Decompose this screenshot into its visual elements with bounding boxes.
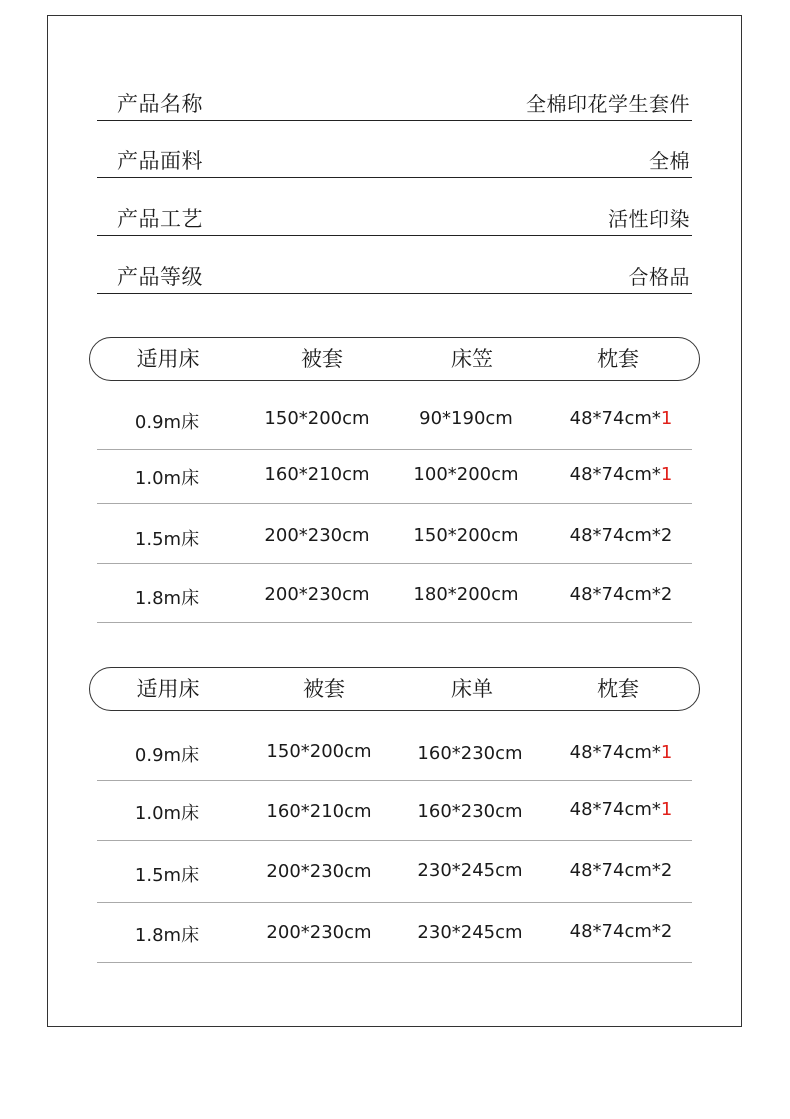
- spec-value: 活性印染: [608, 207, 690, 231]
- cell-duvet: 150*200cm: [264, 408, 370, 429]
- cell-duvet: 160*210cm: [264, 464, 370, 485]
- pillow-size: 48*74cm*: [569, 799, 661, 820]
- cell-sheet: 160*230cm: [417, 801, 523, 822]
- pillow-qty: 1: [660, 408, 673, 429]
- pillow-qty: 1: [660, 742, 673, 763]
- header-duvet: 被套: [303, 677, 345, 701]
- cell-bed: 1.5m床: [134, 865, 200, 886]
- cell-bed: 1.0m床: [134, 468, 200, 489]
- table1-header: [89, 337, 700, 381]
- spec-row-fabric: [97, 147, 692, 178]
- pillow-size: 48*74cm*: [569, 525, 661, 546]
- cell-pillow: [541, 799, 701, 820]
- cell-bed: 1.5m床: [134, 529, 200, 550]
- cell-sheet: 180*200cm: [413, 584, 519, 605]
- table-row: [97, 564, 692, 623]
- cell-pillow: [541, 464, 701, 485]
- spec-row-name: [97, 90, 692, 121]
- cell-bed: 1.0m床: [134, 803, 200, 824]
- cell-pillow: [541, 921, 701, 942]
- spec-value: 全棉: [649, 149, 690, 173]
- header-duvet: 被套: [301, 347, 343, 371]
- cell-duvet: 200*230cm: [264, 525, 370, 546]
- spec-label: 产品面料: [117, 149, 203, 173]
- cell-pillow: [541, 584, 701, 605]
- pillow-qty: 2: [660, 860, 673, 881]
- spec-label: 产品工艺: [117, 207, 203, 231]
- pillow-qty: 2: [660, 584, 673, 605]
- header-pillowcase: 枕套: [597, 677, 639, 701]
- cell-duvet: 160*210cm: [266, 801, 372, 822]
- cell-bed: 1.8m床: [134, 588, 200, 609]
- cell-pillow: [541, 408, 701, 429]
- cell-sheet: 230*245cm: [417, 860, 523, 881]
- cell-duvet: 200*230cm: [266, 922, 372, 943]
- table2-header: [89, 667, 700, 711]
- pillow-size: 48*74cm*: [569, 742, 661, 763]
- table-row: [97, 781, 692, 841]
- cell-duvet: 200*230cm: [264, 584, 370, 605]
- table-row: [97, 392, 692, 450]
- cell-sheet: 100*200cm: [413, 464, 519, 485]
- cell-pillow: [541, 742, 701, 763]
- spec-value: 全棉印花学生套件: [526, 92, 690, 116]
- cell-sheet: 150*200cm: [413, 525, 519, 546]
- spec-label: 产品名称: [117, 92, 203, 116]
- spec-row-grade: [97, 263, 692, 294]
- pillow-qty: 1: [660, 464, 673, 485]
- spec-value: 合格品: [628, 265, 690, 289]
- pillow-qty: 2: [660, 921, 673, 942]
- cell-sheet: 160*230cm: [417, 743, 523, 764]
- pillow-size: 48*74cm*: [569, 464, 661, 485]
- table-row: [97, 504, 692, 564]
- pillow-size: 48*74cm*: [569, 921, 661, 942]
- table-row: [97, 841, 692, 903]
- pillow-qty: 2: [660, 525, 673, 546]
- header-flat-sheet: 床单: [451, 677, 493, 701]
- cell-pillow: [541, 860, 701, 881]
- pillow-size: 48*74cm*: [569, 584, 661, 605]
- table-row: [97, 903, 692, 963]
- pillow-size: 48*74cm*: [569, 408, 661, 429]
- cell-bed: 1.8m床: [134, 925, 200, 946]
- cell-bed: 0.9m床: [134, 745, 200, 766]
- table-row: [97, 722, 692, 781]
- spec-row-process: [97, 205, 692, 236]
- pillow-size: 48*74cm*: [569, 860, 661, 881]
- header-bed: 适用床: [136, 347, 200, 371]
- header-fitted-sheet: 床笠: [451, 347, 493, 371]
- cell-bed: 0.9m床: [134, 412, 200, 433]
- header-pillowcase: 枕套: [597, 347, 639, 371]
- cell-sheet: 90*190cm: [419, 408, 513, 429]
- spec-label: 产品等级: [117, 265, 203, 289]
- pillow-qty: 1: [660, 799, 673, 820]
- header-bed: 适用床: [136, 677, 200, 701]
- cell-duvet: 150*200cm: [266, 741, 372, 762]
- cell-pillow: [541, 525, 701, 546]
- table-row: [97, 450, 692, 504]
- cell-duvet: 200*230cm: [266, 861, 372, 882]
- cell-sheet: 230*245cm: [417, 922, 523, 943]
